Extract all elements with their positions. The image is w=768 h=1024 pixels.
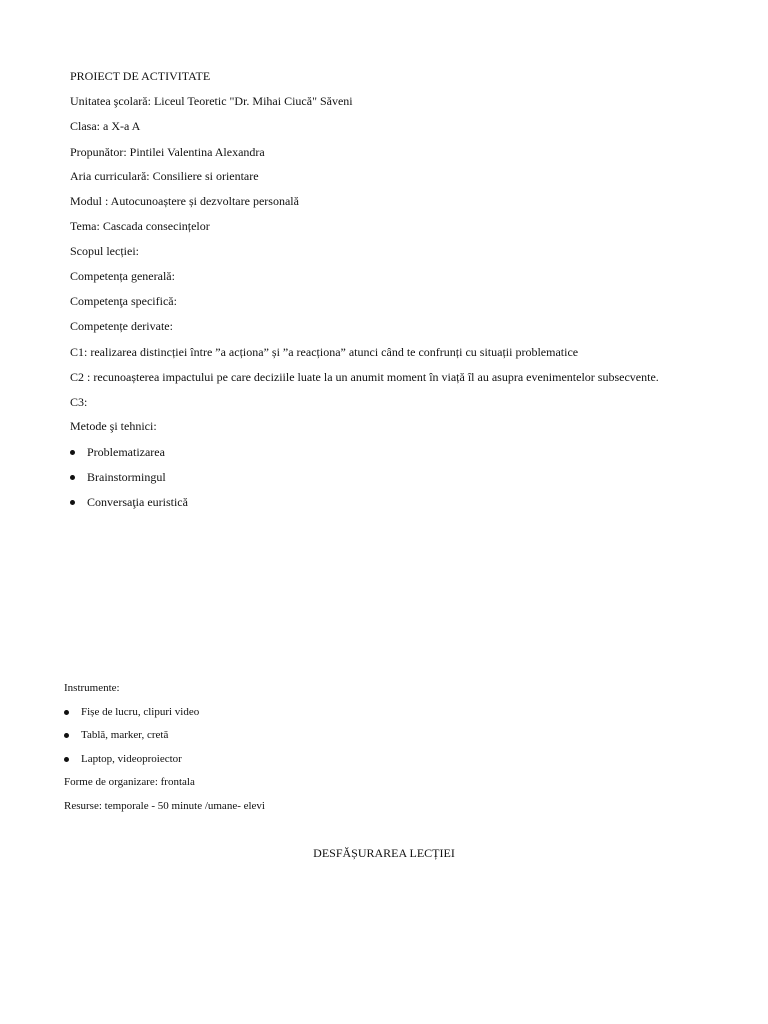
lesson-development-heading: DESFĂȘURAREA LECȚIEI [313,846,455,860]
lesson-theme: Tema: Cascada consecințelor [70,219,210,233]
bullet-icon [64,710,69,715]
method-item: Brainstormingul [87,470,166,484]
specific-competence: Competenţa specifică: [70,294,177,308]
lesson-purpose: Scopul lecției: [70,244,139,258]
organization-forms: Forme de organizare: frontala [64,776,195,788]
proposer: Propunător: Pintilei Valentina Alexandra [70,145,265,159]
derived-competences: Competențe derivate: [70,319,173,333]
general-competence: Competența generală: [70,269,175,283]
bullet-icon [70,450,75,455]
method-item: Problematizarea [87,445,165,459]
competence-c1: C1: realizarea distincției între ”a acționa” și ”a reacționa” atunci când te confrunți cu situații problematice [70,345,579,359]
method-item: Conversaţia euristică [87,495,188,509]
competence-c2: C2 : recunoașterea impactului pe care deciziile luate la un anumit moment în viață îl au asupra evenimentelor subsecvente. [70,370,659,384]
instrument-item: Fișe de lucru, clipuri video [81,706,200,718]
instruments-label: Instrumente: [64,682,120,694]
project-title: PROIECT DE ACTIVITATE [70,69,211,83]
bullet-icon [70,475,75,480]
school-unit: Unitatea şcolară: Liceul Teoretic "Dr. Mihai Ciucă" Săveni [70,94,353,108]
bullet-icon [70,500,75,505]
instrument-item: Laptop, videoproiector [81,753,182,765]
instrument-item: Tablă, marker, cretă [81,729,169,741]
resources-line: Resurse: temporale - 50 minute /umane- elevi [64,800,265,812]
module: Modul : Autocunoaștere și dezvoltare personală [70,194,299,208]
competence-c3: C3: [70,395,88,409]
methods-label: Metode şi tehnici: [70,419,157,433]
bullet-icon [64,757,69,762]
bullet-icon [64,733,69,738]
class-name: Clasa: a X-a A [70,119,141,133]
curricular-area: Aria curriculară: Consiliere si orientare [70,169,259,183]
